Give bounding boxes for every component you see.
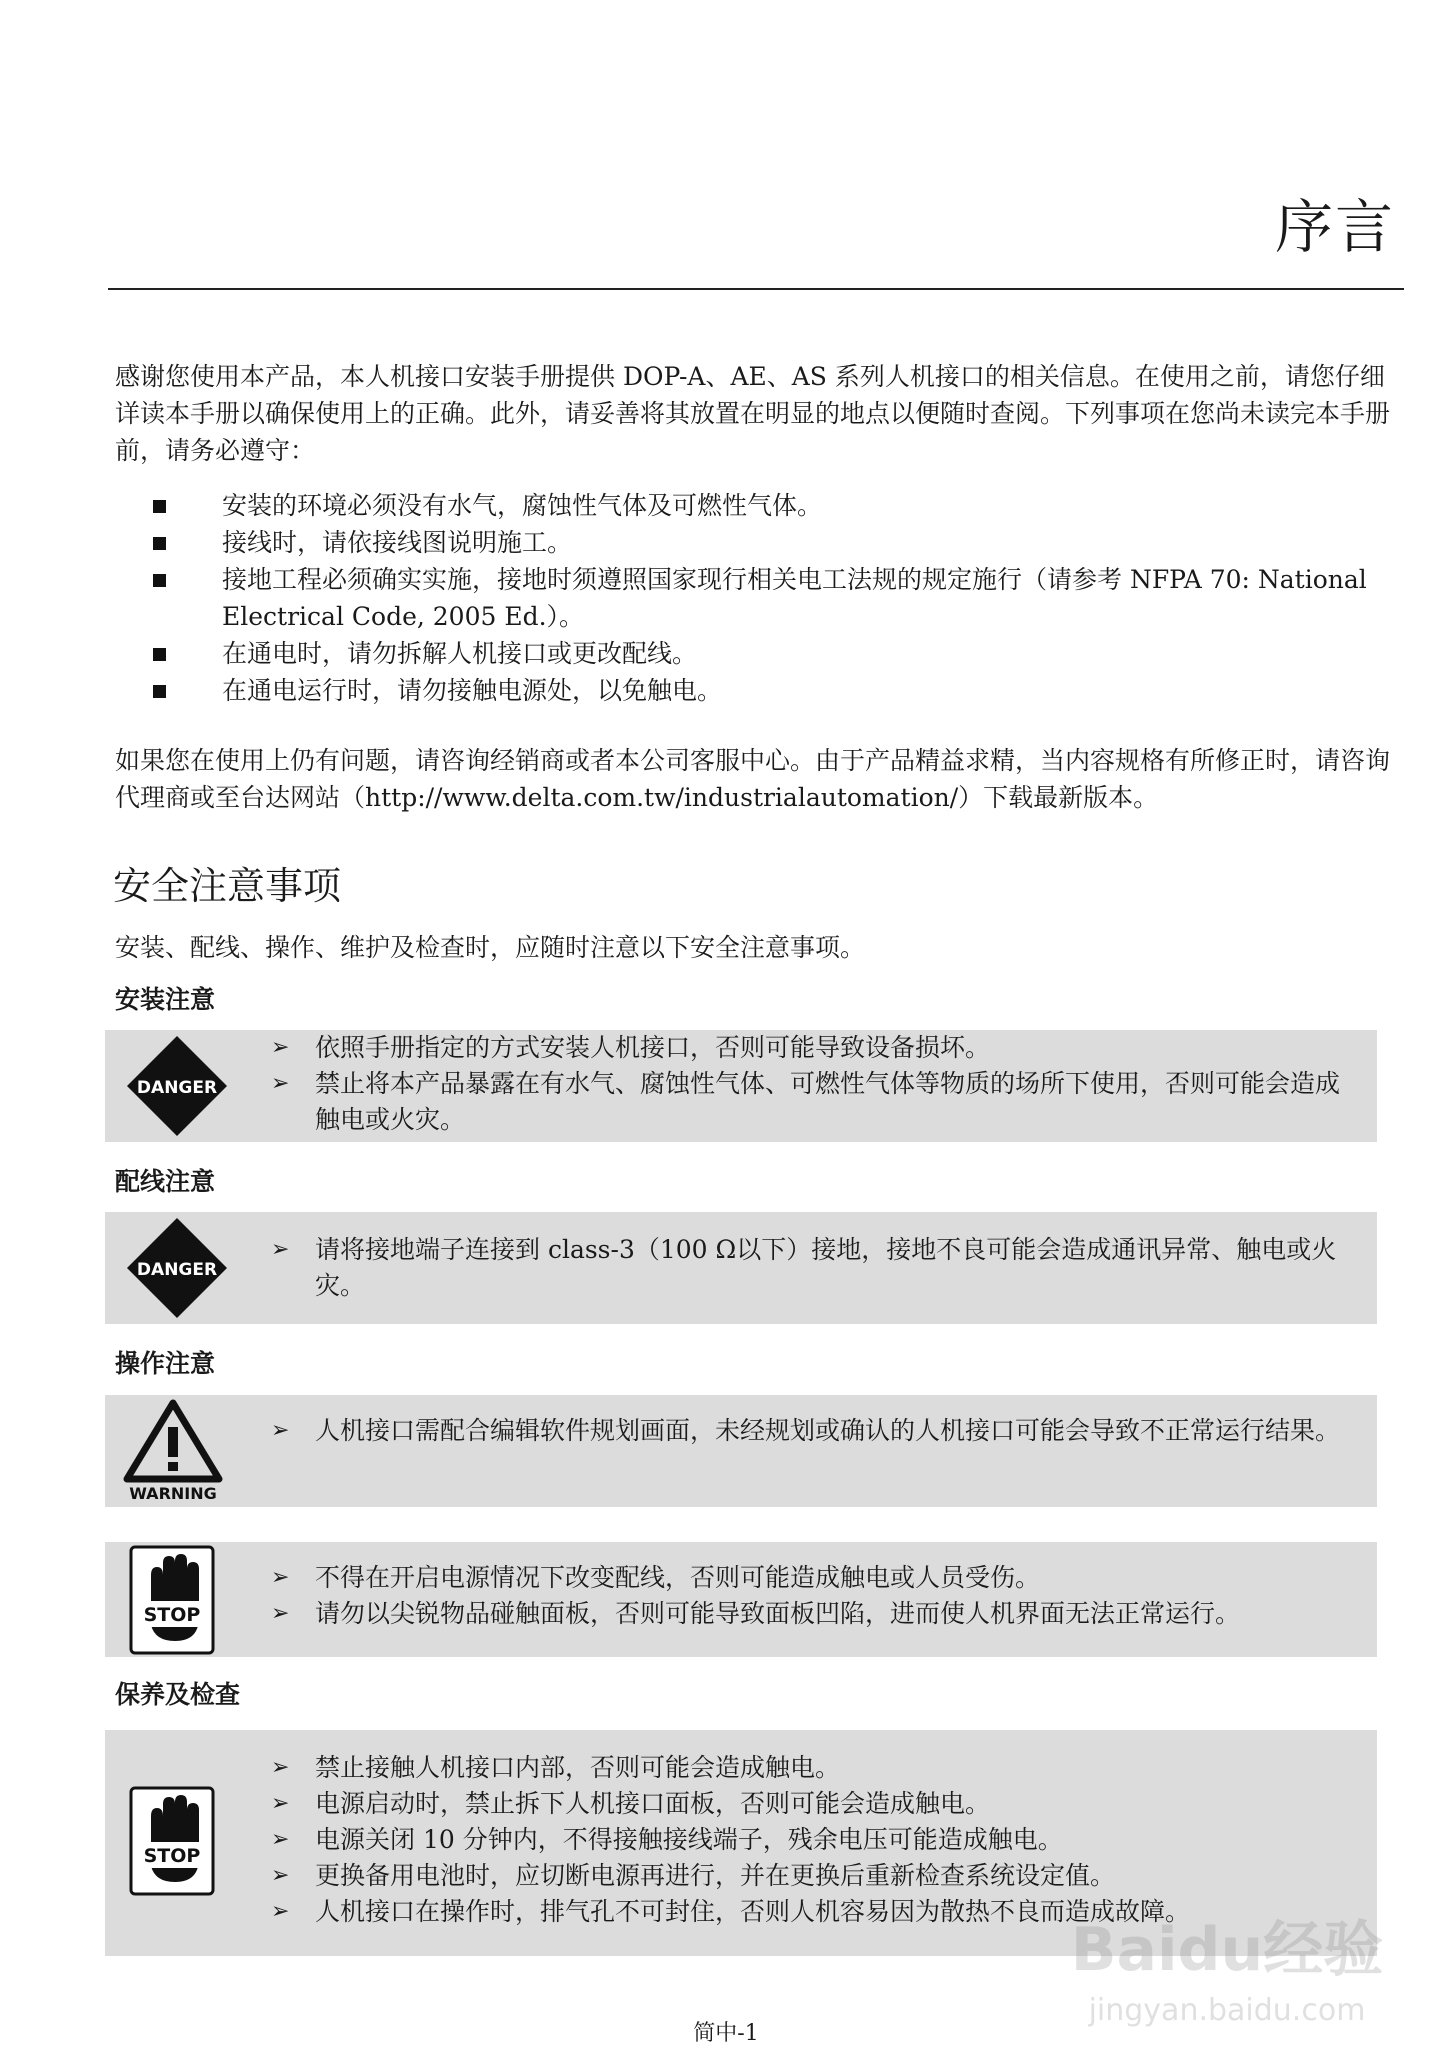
arrow-bullet-icon: ➢ [271,1899,290,1924]
danger-icon [125,1216,229,1320]
notice-items [265,1413,1357,1449]
section-heading-install: 安装注意 [115,985,216,1014]
list-item: ➢ 请将接地端子连接到 class-3（100 Ω以下）接地，接地不良可能会造成通讯异常、触电或火灾。 [265,1232,1357,1304]
list-item: ➢ 请勿以尖锐物品碰触面板，否则可能导致面板凹陷，进而使人机界面无法正常运行。 [265,1596,1357,1632]
svg-text:WARNING: WARNING [129,1484,217,1503]
page-number: 简中-1 [693,2021,759,2046]
bullet-square-icon [153,500,166,513]
notice-items [265,1232,1357,1304]
svg-text:STOP: STOP [143,1845,201,1867]
arrow-bullet-icon: ➢ [271,1827,290,1852]
bullet-list [150,487,1390,709]
list-item: ➢ 禁止接触人机接口内部，否则可能会造成触电。 [265,1750,1357,1786]
stop-hand-icon [129,1786,215,1896]
notice-items [265,1030,1357,1138]
arrow-bullet-icon: ➢ [271,1071,290,1096]
arrow-bullet-icon: ➢ [271,1863,290,1888]
notice-box-operation [105,1395,1377,1507]
svg-text:DANGER: DANGER [136,1078,218,1098]
arrow-bullet-icon: ➢ [271,1035,290,1060]
list-item: 接地工程必须确实实施，接地时须遵照国家现行相关电工法规的规定施行（请参考 NFPA 70: National Electrical Code, 2005 Ed.）。 [150,561,1390,635]
list-item: ➢ 人机接口需配合编辑软件规划画面，未经规划或确认的人机接口可能会导致不正常运行结果。 [265,1413,1357,1449]
bullet-square-icon [153,685,166,698]
section-heading-maintenance: 保养及检查 [115,1680,241,1709]
arrow-bullet-icon: ➢ [271,1237,290,1262]
contact-paragraph: 如果您在使用上仍有问题，请咨询经销商或者本公司客服中心。由于产品精益求精，当内容规格有所修正时，请咨询代理商或至台达网站（http://www.delta.com.tw/industrialautomation/）下载最新版本。 [115,746,1391,812]
warning-icon [123,1399,223,1503]
bullet-square-icon [153,574,166,587]
list-item: ➢ 不得在开启电源情况下改变配线，否则可能造成触电或人员受伤。 [265,1560,1357,1596]
list-item: 安装的环境必须没有水气，腐蚀性气体及可燃性气体。 [150,487,1390,524]
svg-text:Baidu经验: Baidu经验 [1070,1915,1384,1985]
intro-paragraph: 感谢您使用本产品，本人机接口安装手册提供 DOP-A、AE、AS 系列人机接口的相关信息。在使用之前，请您仔细详读本手册以确保使用上的正确。此外，请妥善将其放置在明显的地点以便随时查阅。下列事项在您尚未读完本手册前，请务必遵守： [115,362,1391,465]
bullet-square-icon [153,648,166,661]
title-divider [108,288,1404,290]
danger-icon [125,1034,229,1138]
list-item: ➢ 电源关闭 10 分钟内，不得接触接线端子，残余电压可能造成触电。 [265,1822,1357,1858]
safety-intro: 安装、配线、操作、维护及检查时，应随时注意以下安全注意事项。 [115,933,866,962]
arrow-bullet-icon: ➢ [271,1418,290,1443]
list-item: ➢ 更换备用电池时，应切断电源再进行，并在更换后重新检查系统设定值。 [265,1858,1357,1894]
arrow-bullet-icon: ➢ [271,1755,290,1780]
stop-hand-icon [129,1545,215,1655]
list-item: ➢ 人机接口在操作时，排气孔不可封住，否则人机容易因为散热不良而造成故障。 [265,1894,1357,1930]
notice-items [265,1560,1357,1632]
list-item: ➢ 禁止将本产品暴露在有水气、腐蚀性气体、可燃性气体等物质的场所下使用，否则可能会造成触电或火灾。 [265,1066,1357,1138]
notice-box-stop [105,1542,1377,1657]
list-item: 接线时，请依接线图说明施工。 [150,524,1390,561]
list-item: 在通电运行时，请勿接触电源处，以免触电。 [150,672,1390,709]
arrow-bullet-icon: ➢ [271,1565,290,1590]
svg-text:STOP: STOP [143,1604,201,1626]
arrow-bullet-icon: ➢ [271,1601,290,1626]
list-item: 在通电时，请勿拆解人机接口或更改配线。 [150,635,1390,672]
bullet-square-icon [153,537,166,550]
notice-box-wiring [105,1212,1377,1324]
arrow-bullet-icon: ➢ [271,1791,290,1816]
notice-box-install [105,1030,1377,1142]
page-title: 序言 [1274,193,1395,261]
section-heading-wiring: 配线注意 [115,1167,216,1196]
list-item: ➢ 依照手册指定的方式安装人机接口，否则可能导致设备损坏。 [265,1030,1357,1066]
svg-text:jingyan.baidu.com: jingyan.baidu.com [1088,1993,1366,2028]
list-item: ➢ 电源启动时，禁止拆下人机接口面板，否则可能会造成触电。 [265,1786,1357,1822]
safety-heading: 安全注意事项 [113,864,342,908]
section-heading-operation: 操作注意 [115,1349,216,1378]
svg-text:DANGER: DANGER [136,1260,218,1280]
